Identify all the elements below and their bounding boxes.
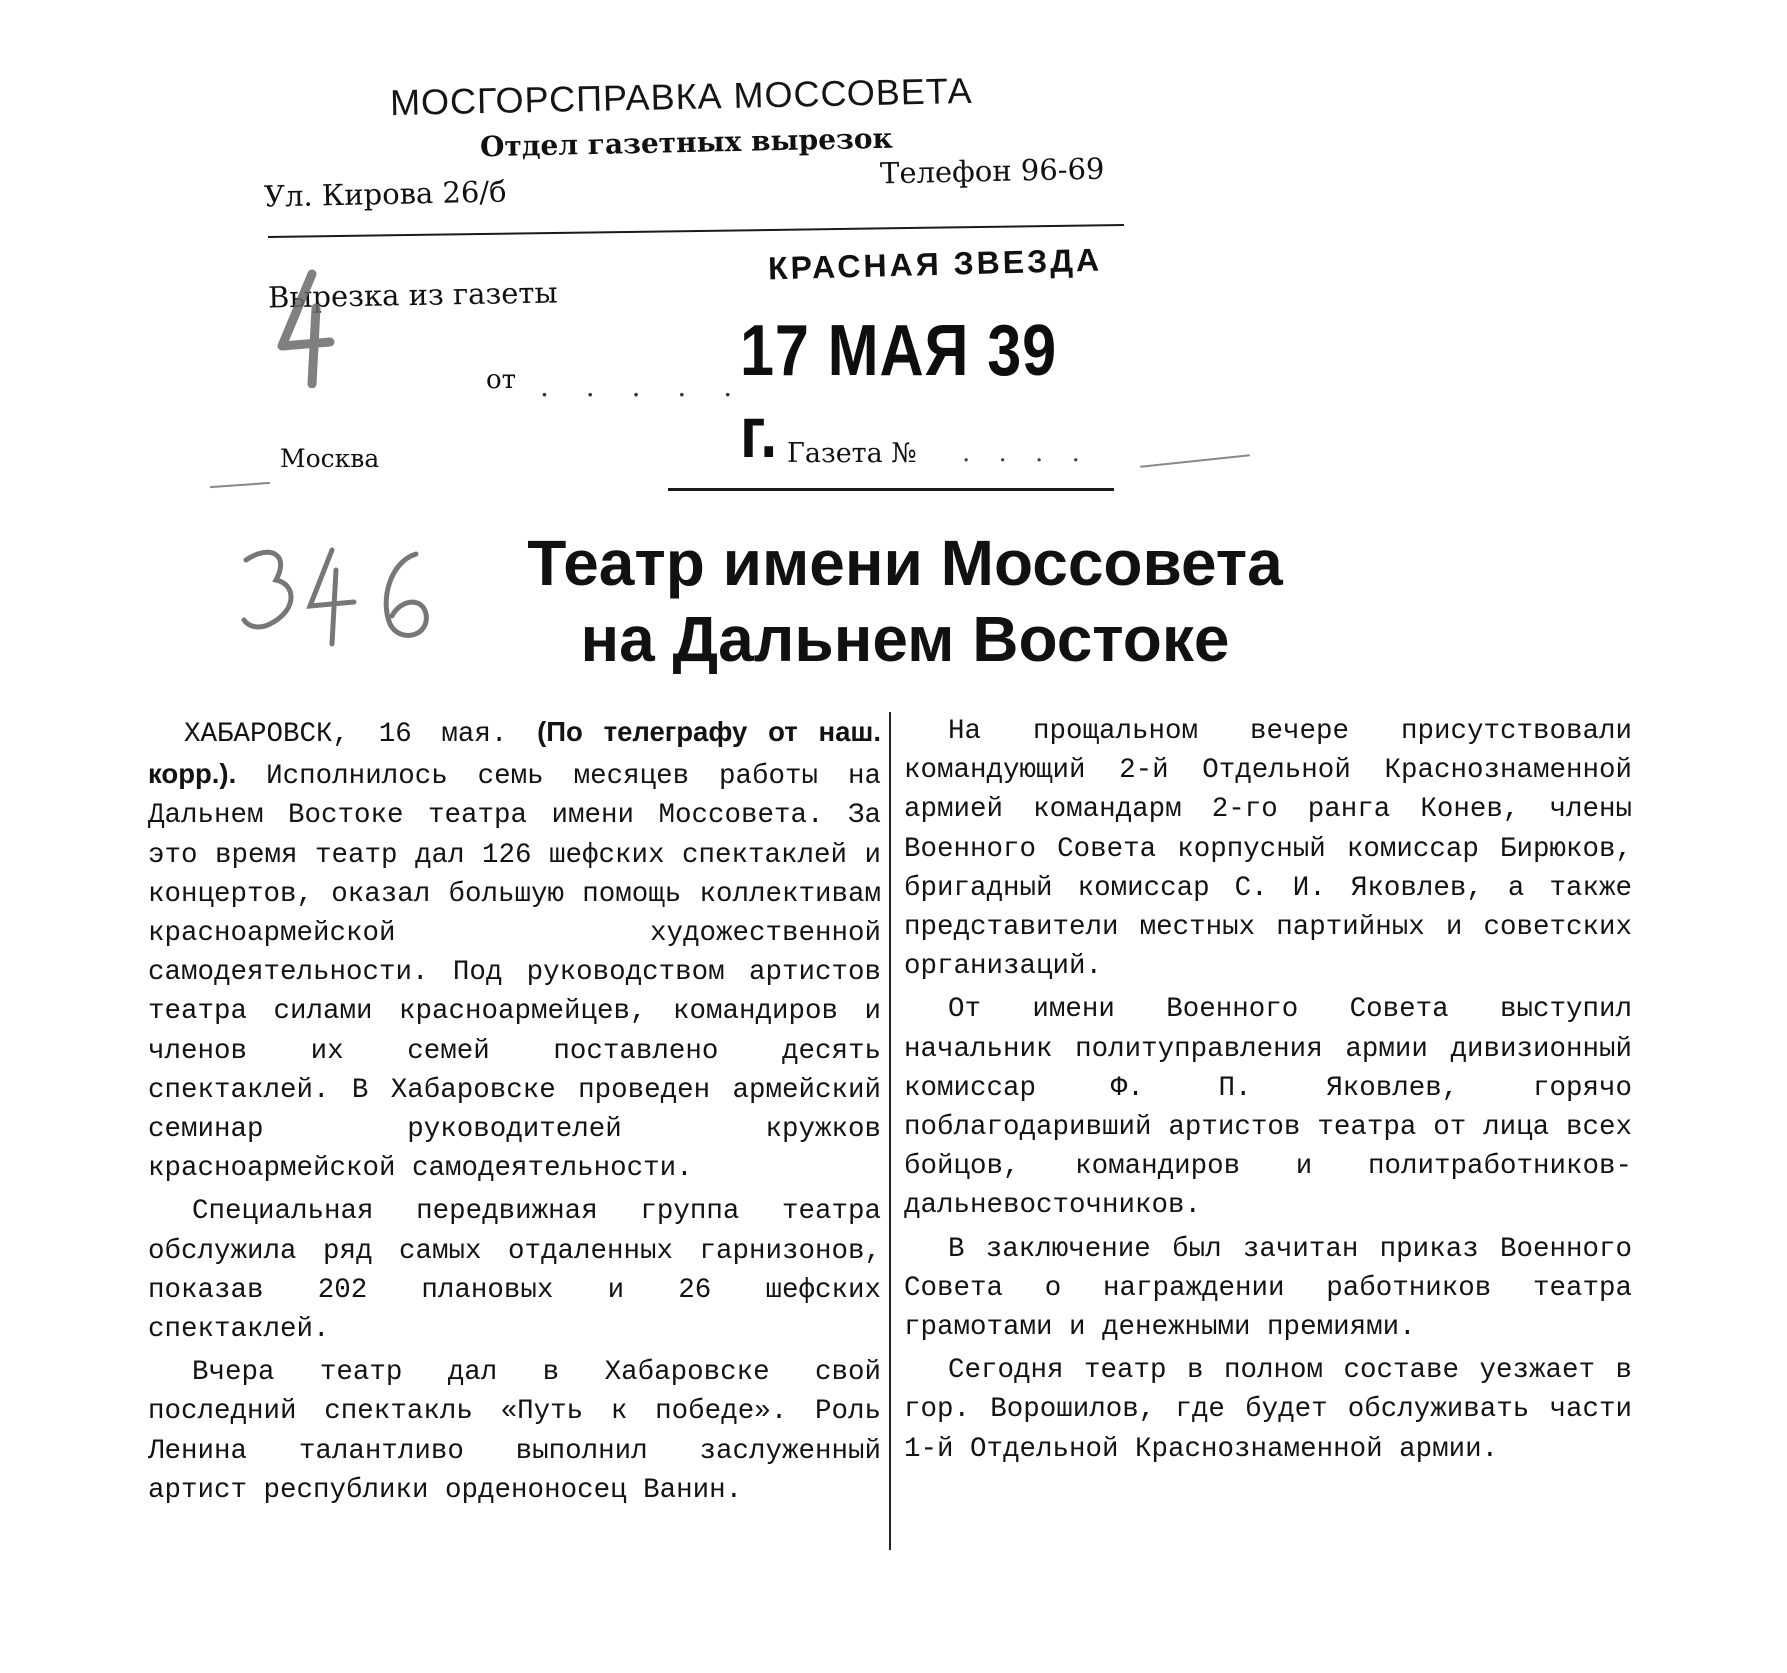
- issue-label: Газета №: [787, 438, 917, 469]
- paragraph-text: Исполнилось семь месяцев работы на Дальнем Востоке театра имени Моссовета. За это время театр дал 126 шефских спектаклей и концертов, оказал большую помощь коллективам красноармейской художественной самодеятельности. Под руководством артистов театра силами красноармейцев, командиров и членов их семей поставлено десять спектаклей. В Хабаровске проведен армейский семинар руководителей кружков красноармейской самодеятельности.: [148, 761, 881, 1185]
- issue-rule: [668, 488, 1114, 491]
- city-label: Москва: [280, 444, 380, 473]
- paragraph: На прощальном вечере присутствовали командующий 2-й Отдельной Краснознаменной армией командарм 2-го ранга Конев, члены Военного Совета корпусный комиссар Бирюков, бригадный комиссар С. И. Яковлев, а также представители местных партийных и советских организаций.: [904, 716, 1632, 983]
- headline-line-1: Театр имени Моссовета: [527, 527, 1283, 599]
- column-divider: [889, 712, 891, 1550]
- from-label: от: [486, 365, 517, 395]
- paragraph: Вчера театр дал в Хабаровске свой последний спектакль «Путь к победе». Роль Ленина талантливо выполнил заслуженный артист республики орденоносец Ванин.: [148, 1357, 881, 1506]
- article-headline: [455, 525, 1355, 677]
- source-note: (По телеграфу от наш. корр.).: [148, 716, 881, 790]
- clipping-header: [240, 40, 1120, 500]
- address: Ул. Кирова 26/б: [263, 174, 507, 214]
- handwritten-archive-number: [240, 540, 440, 655]
- paragraph: В заключение был зачитан приказ Военного Совета о награждении работников театра грамотами и денежными премиями.: [904, 1233, 1632, 1344]
- paragraph: От имени Военного Совета выступил начальник политуправления армии дивизионный комиссар Ф. П. Яковлев, горячо поблагодаривший артистов театра от лица всех бойцов, командиров и политработников-дальневосточников.: [904, 994, 1632, 1222]
- dateline: ХАБАРОВСК, 16 мая.: [184, 719, 508, 750]
- handwritten-page-number: [272, 268, 336, 388]
- phone: Телефон 96-69: [879, 151, 1105, 191]
- headline-line-2: на Дальнем Востоке: [580, 603, 1230, 675]
- agency-name: МОСГОРСПРАВКА МОССОВЕТА: [389, 69, 973, 124]
- header-rule: [268, 224, 1124, 238]
- issue-dots: . . . .: [962, 438, 1090, 468]
- date-stamp: 17 МАЯ 39 г.: [740, 311, 1057, 473]
- clipping-label: Вырезка из газеты: [267, 275, 558, 315]
- newspaper-name: КРАСНАЯ ЗВЕЗДА: [767, 241, 1103, 287]
- pencil-mark: [210, 482, 270, 488]
- department-name: Отдел газетных вырезок: [479, 121, 894, 164]
- article-left-column: [148, 712, 881, 1514]
- paragraph: [148, 712, 881, 1188]
- paragraph: Сегодня театр в полном составе уезжает в гор. Ворошилов, где будет обслуживать части 1-й Отдельной Краснознаменной армии.: [904, 1355, 1632, 1465]
- pencil-mark: [1140, 454, 1250, 467]
- date-dots: . . . . .: [540, 370, 747, 403]
- article-right-column: [904, 712, 1632, 1473]
- paragraph: Специальная передвижная группа театра обслужила ряд самых отдаленных гарнизонов, показав 202 плановых и 26 шефских спектаклей.: [148, 1196, 881, 1346]
